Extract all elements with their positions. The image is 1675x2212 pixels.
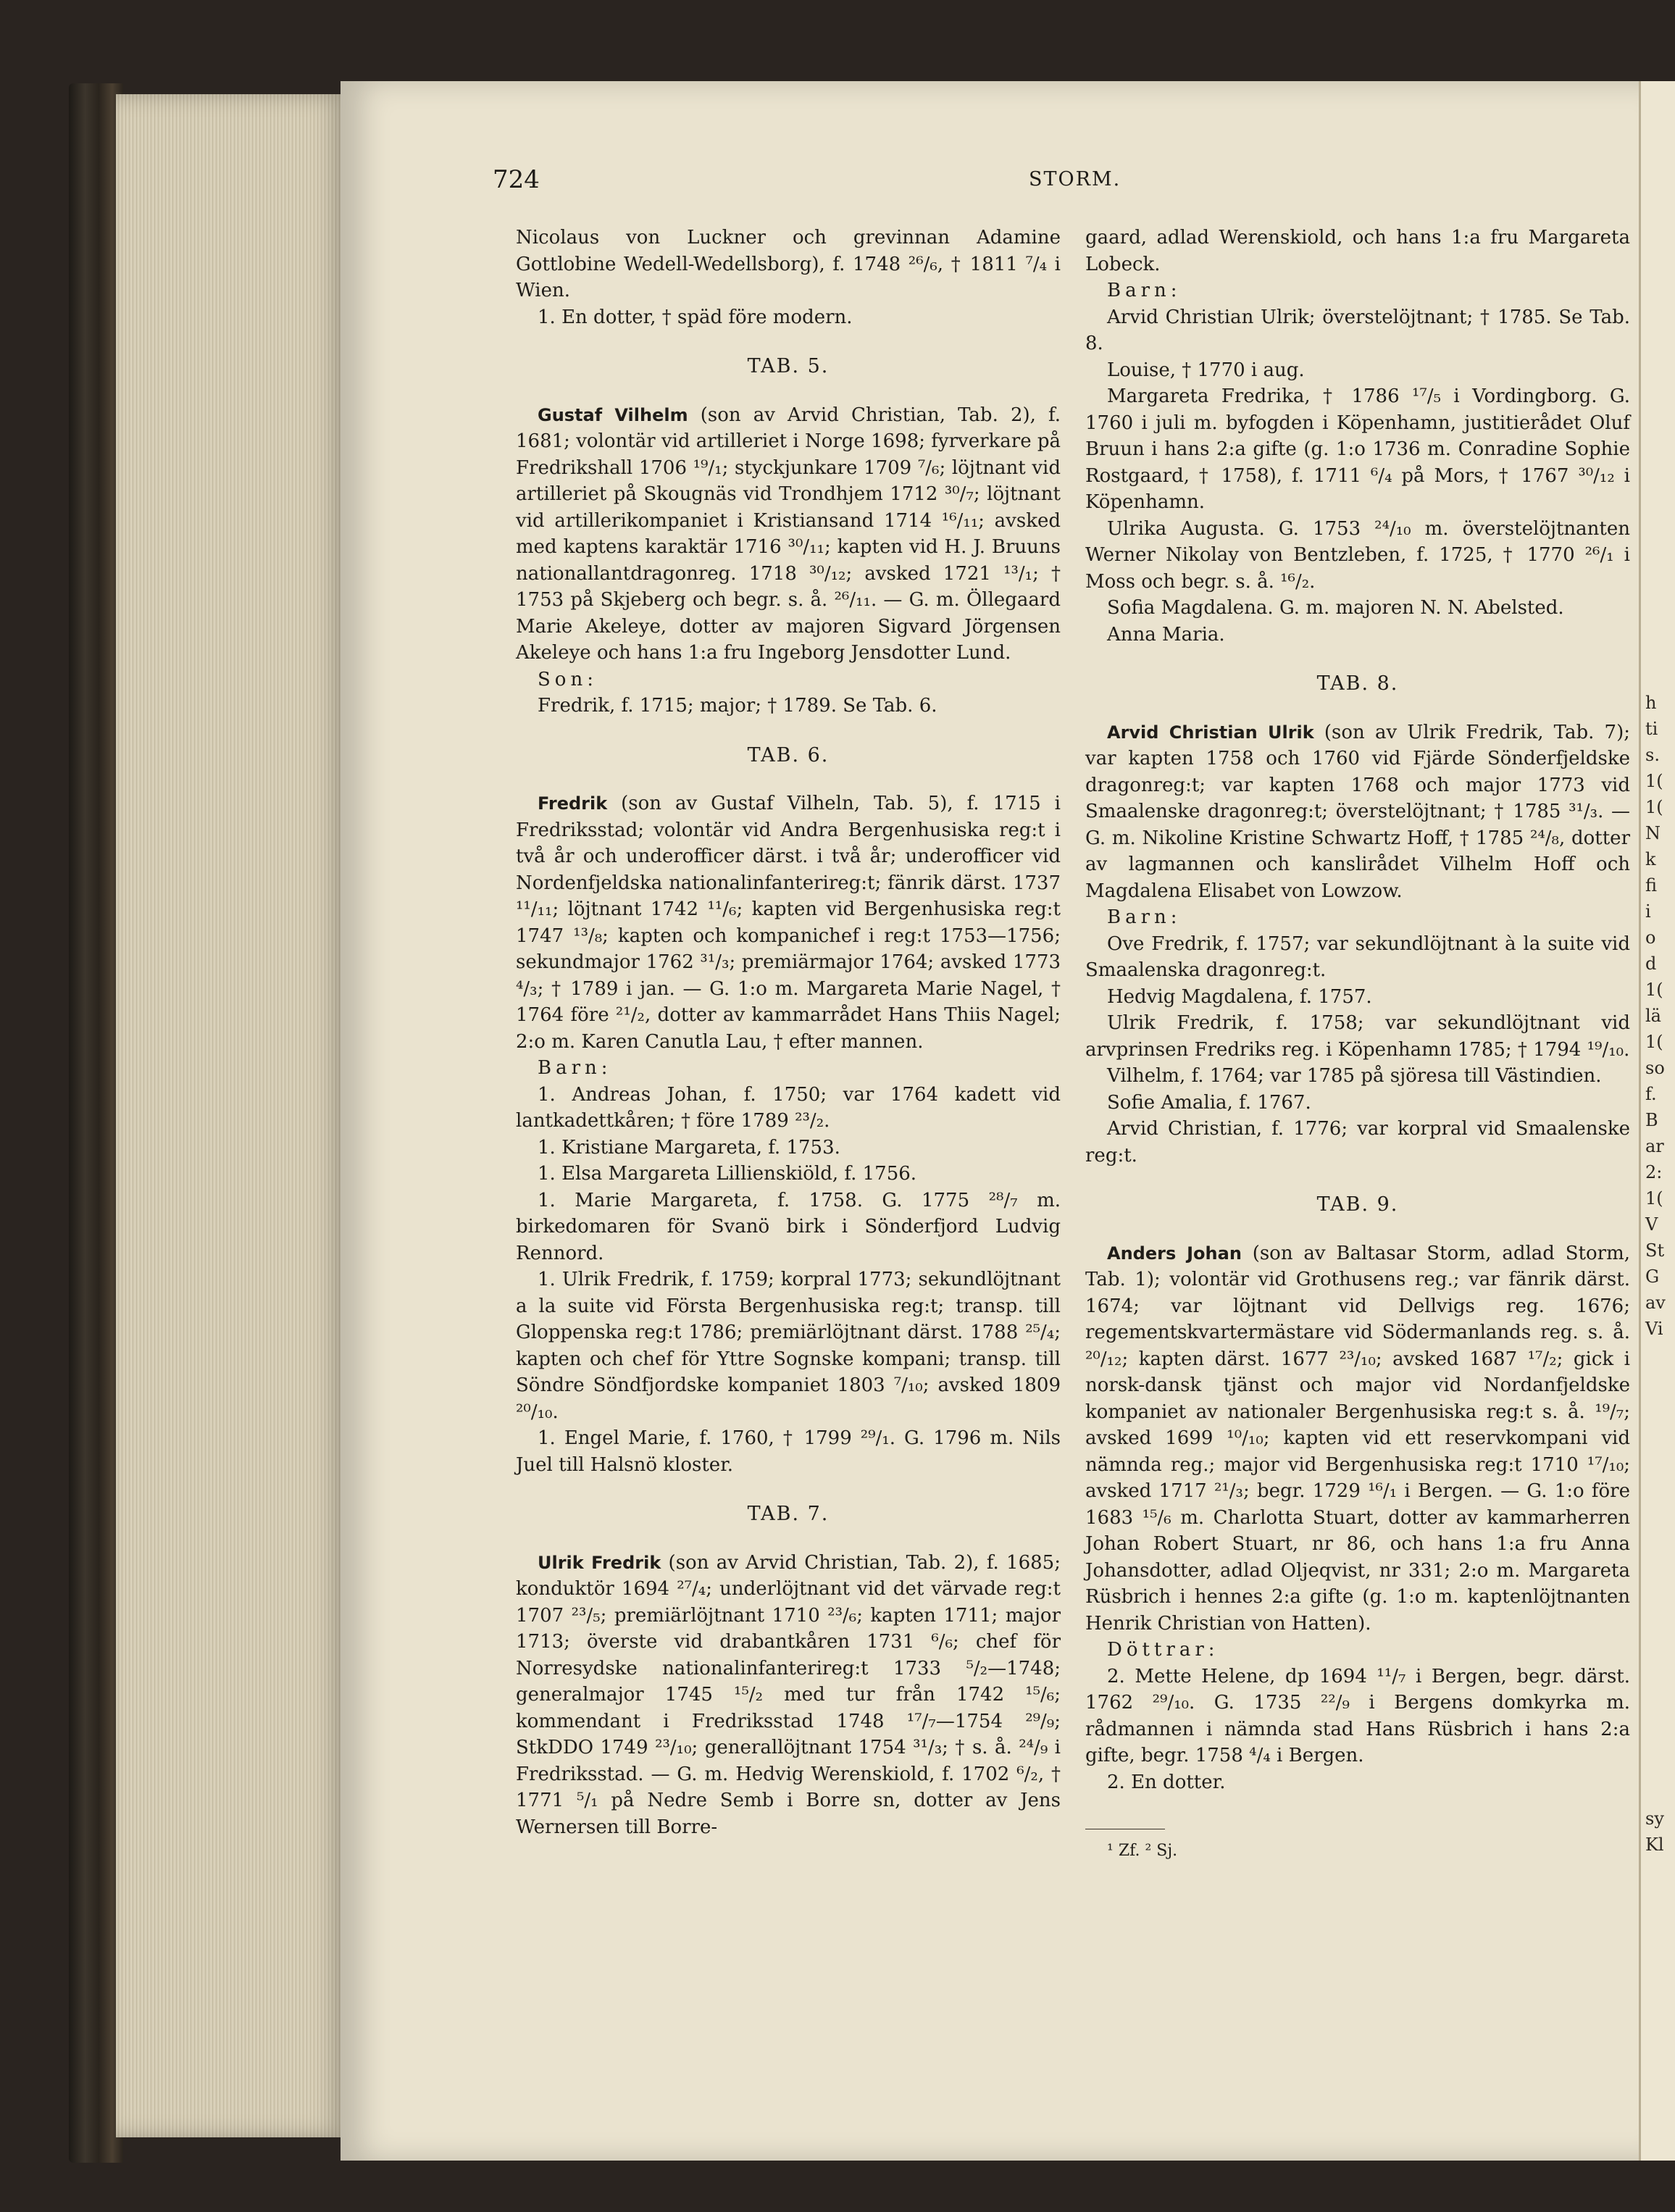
adjacent-page-fragment: h	[1645, 693, 1657, 713]
text-paragraph: Margareta Fredrika, † 1786 ¹⁷/₅ i Vordingborg. G. 1760 i juli m. byfogden i Köpenhamn, justitierådet Oluf Bruun i hans 2:a gifte (g. 1:o 1736 m. Conradine Sophie Rostgaard, † 1758), f. 1711 ⁶/₄ på Mors, † 1767 ³⁰/₁₂ i Köpenhamn.	[1085, 385, 1630, 513]
text-paragraph: 1. Kristiane Margareta, f. 1753.	[538, 1136, 840, 1159]
text-paragraph: 1. En dotter, † späd före modern.	[538, 306, 853, 328]
adjacent-page-fragment: 1(	[1645, 797, 1663, 817]
text-paragraph: Vilhelm, f. 1764; var 1785 på sjöresa till Västindien.	[1107, 1065, 1602, 1087]
children-heading: Barn:	[1107, 280, 1182, 301]
table-heading: TAB. 7.	[747, 1503, 830, 1525]
entry-paragraph	[516, 402, 1061, 667]
text-paragraph: 2. Mette Helene, dp 1694 ¹¹/₇ i Bergen, begr. därst. 1762 ²⁹/₁₀. G. 1735 ²²/₉ i Bergens domkyrka m. rådmannen i nämnda stad Hans Rüsbrich i hans 2:a gifte, begr. 1758 ⁴/₄ i Bergen.	[1085, 1665, 1630, 1766]
text-paragraph: Ulrik Fredrik, f. 1758; var sekundlöjtnant vid arvprinsen Fredriks reg. i Köpenhamn 1785; † 1794 ¹⁹/₁₀.	[1085, 1012, 1630, 1061]
person-name: Anders Johan	[1107, 1243, 1242, 1264]
text-paragraph: Arvid Christian Ulrik; överstelöjtnant; † 1785. Se Tab. 8.	[1085, 306, 1630, 354]
adjacent-page-fragment: 1(	[1645, 1032, 1663, 1052]
adjacent-page-fragment: av	[1645, 1293, 1666, 1313]
text-paragraph: Ulrika Augusta. G. 1753 ²⁴/₁₀ m. överstelöjtnanten Werner Nikolay von Bentzleben, f. 1725, † 1770 ²⁶/₁ i Moss och begr. s. å. ¹⁶/₂.	[1085, 517, 1630, 593]
adjacent-page-fragment: k	[1645, 849, 1656, 869]
adjacent-page-fragment: 1(	[1645, 1188, 1663, 1209]
adjacent-page-fragment: s.	[1645, 745, 1660, 765]
person-name: Fredrik	[538, 793, 608, 814]
text-paragraph: Sofia Magdalena. G. m. majoren N. N. Abelsted.	[1107, 597, 1564, 619]
person-name: Ulrik Fredrik	[538, 1552, 661, 1573]
adjacent-page-edge	[1639, 81, 1675, 2161]
adjacent-page-fragment: G	[1645, 1266, 1660, 1287]
entry-text: (son av Arvid Christian, Tab. 2), f. 1681; volontär vid artilleriet i Norge 1698; fyrverkare på Fredrikshall 1706 ¹⁹/₁; styckjunkare 1709 ⁷/₆; löjtnant vid artilleriet på Skougnäs vid Trondhjem 1712 ³⁰/₇; löjtnant vid artillerikompaniet i Kristiansand 1714 ¹⁶/₁₁; avsked med kaptens karaktär 1716 ³⁰/₁₁; kapten vid H. J. Bruuns nationallantdragonreg. 1718 ³⁰/₁₂; avsked 1721 ¹³/₁; † 1753 på Skjeberg och begr. s. å. ²⁶/₁₁. — G. m. Öllegaard Marie Akeleye, dotter av majoren Sigvard Jörgensen Akeleye och hans 1:a fru Ingeborg Jensdotter Lund.	[516, 404, 1061, 664]
adjacent-page-fragment: B	[1645, 1110, 1658, 1130]
adjacent-page-fragment: N	[1645, 823, 1661, 843]
text-paragraph: Anna Maria.	[1107, 623, 1225, 646]
text-paragraph: Arvid Christian, f. 1776; var korpral vid Smaalenske reg:t.	[1085, 1118, 1630, 1166]
children-heading: Barn:	[1107, 906, 1182, 928]
text-paragraph: Nicolaus von Luckner och grevinnan Adamine Gottlobine Wedell-Wedellsborg), f. 1748 ²⁶/₆, † 1811 ⁷/₄ i Wien.	[516, 227, 1061, 301]
person-name: Arvid Christian Ulrik	[1107, 722, 1314, 743]
children-heading: Döttrar:	[1107, 1639, 1219, 1661]
text-paragraph: Fredrik, f. 1715; major; † 1789. Se Tab. 6.	[538, 695, 937, 717]
entry-paragraph	[516, 790, 1061, 1055]
entry-text: (son av Gustaf Vilheln, Tab. 5), f. 1715 i Fredriksstad; volontär vid Andra Bergenhusiska reg:t i två år och underofficer därst. i två år; underofficer vid Nordenfjeldska nationalinfanterireg:t; fänrik därst. 1737 ¹¹/₁₁; löjtnant 1742 ¹¹/₆; kapten vid Bergenhusiska reg:t 1747 ¹³/₈; kapten och kompanichef i reg:t 1753—1756; sekundmajor 1762 ³¹/₃; premiärmajor 1764; avsked 1773 ⁴/₃; † 1789 i jan. — G. 1:o m. Margareta Marie Nagel, † 1764 före ²¹/₂, dotter av kammarrådet Hans Thiis Nagel; 2:o m. Karen Canutla Lau, † efter mannen.	[516, 793, 1061, 1053]
adjacent-page-fragment: o	[1645, 927, 1656, 948]
adjacent-page-fragment: 2:	[1645, 1162, 1663, 1182]
text-paragraph: 2. En dotter.	[1107, 1771, 1226, 1793]
text-paragraph: 1. Marie Margareta, f. 1758. G. 1775 ²⁸/₇ m. birkedomaren för Svanö birk i Sönderfjord Ludvig Rennord.	[516, 1189, 1061, 1264]
page-number: 724	[493, 165, 540, 194]
adjacent-page-fragment: Vi	[1645, 1319, 1663, 1339]
right-column	[1085, 225, 1630, 1865]
text-paragraph: Sofie Amalia, f. 1767.	[1107, 1091, 1311, 1114]
entry-paragraph	[1085, 719, 1630, 905]
adjacent-page-fragment: fi	[1645, 875, 1658, 896]
adjacent-page-fragment: lä	[1645, 1006, 1661, 1026]
running-head: STORM.	[1029, 168, 1121, 191]
entry-paragraph	[1085, 1240, 1630, 1637]
adjacent-page-fragment: f.	[1645, 1084, 1657, 1104]
table-heading: TAB. 5.	[747, 355, 830, 377]
adjacent-page-fragment: ar	[1645, 1136, 1664, 1156]
entry-paragraph	[516, 1550, 1061, 1841]
text-paragraph: Ove Fredrik, f. 1757; var sekundlöjtnant à la suite vid Smaalenska dragonreg:t.	[1085, 932, 1630, 981]
table-heading: TAB. 6.	[747, 743, 830, 767]
text-paragraph: gaard, adlad Werenskiold, och hans 1:a fru Margareta Lobeck.	[1085, 227, 1630, 275]
text-paragraph: 1. Elsa Margareta Lillienskiöld, f. 1756.	[538, 1163, 917, 1185]
adjacent-page-fragment: Kl	[1645, 1835, 1664, 1855]
adjacent-page-fragment: so	[1645, 1058, 1665, 1078]
entry-text: (son av Ulrik Fredrik, Tab. 7); var kapten 1758 och 1760 vid Fjärde Sönderfjeldske dragonreg:t; var kapten 1768 och major 1773 vid Smaalenske dragonreg:t; överstelöjtnant; † 1785 ³¹/₃. — G. m. Nikoline Kristine Schwartz Hoff, † 1785 ²⁴/₈, dotter av lagmannen och kanslirådet Vilhelm Hoff och Magdalena Elisabet von Lowzow.	[1085, 721, 1630, 902]
adjacent-page-fragment: 1(	[1645, 771, 1663, 791]
entry-text: (son av Baltasar Storm, adlad Storm, Tab. 1); volontär vid Grothusens reg.; var fänrik därst. 1674; var löjtnant vid Dellvigs reg. 1676; regementskvartermästare vid Södermanlands reg. s. å. ²⁰/₁₂; kapten därst. 1677 ²³/₁₀; avsked 1687 ¹⁷/₂; gick i norsk-dansk tjänst och major vid Nordanfjeldske kompaniet av nationaler Bergenhusiska reg:t s. å. ¹⁹/₇; avsked 1699 ¹⁰/₁₀; kapten vid ett reservkompani vid nämnda reg.; major vid Bergenhusiska reg:t 1710 ¹⁷/₁₀; avsked 1717 ²¹/₃; begr. 1729 ¹⁶/₁ i Bergen. — G. 1:o före 1683 ¹⁵/₆ m. Charlotta Stuart, dotter av kammarherren Johan Robert Stuart, nr 86, och hans 1:a fru Anna Johansdotter, adlad Oljeqvist, nr 331; 2:o m. Margareta Rüsbrich i hennes 2:a gifte (g. 1:o m. kaptenlöjtnanten Henrik Christian von Hatten).	[1085, 1242, 1630, 1635]
adjacent-page-fragment: ti	[1645, 719, 1658, 739]
children-heading: Barn:	[538, 1057, 612, 1079]
book-cover-edge	[69, 83, 123, 2163]
text-paragraph: 1. Engel Marie, f. 1760, † 1799 ²⁹/₁. G. 1796 m. Nils Juel till Halsnö kloster.	[516, 1427, 1061, 1476]
children-heading: Son:	[538, 668, 598, 690]
adjacent-page-fragment: d	[1645, 953, 1657, 974]
table-heading: TAB. 8.	[1316, 672, 1399, 695]
adjacent-page-fragment: V	[1645, 1214, 1658, 1235]
page-stack-edges	[116, 94, 348, 2137]
footnote: ¹ Zf. ² Sj.	[1107, 1842, 1178, 1860]
adjacent-page-fragment: i	[1645, 901, 1651, 922]
entry-text: (son av Arvid Christian, Tab. 2), f. 1685; konduktör 1694 ²⁷/₄; underlöjtnant vid det värvade reg:t 1707 ²³/₅; premiärlöjtnant 1710 ²³/₆; kapten 1711; major 1713; överste vid drabantkåren 1731 ⁶/₆; chef för Norresydske nationalinfanterireg:t 1733 ⁵/₂—1748; generalmajor 1745 ¹⁵/₂ med tur från 1742 ¹⁵/₆; kommendant i Fredriksstad 1748 ¹⁷/₇—1754 ²⁹/₉; StkDDO 1749 ²³/₁₀; generallöjtnant 1754 ³¹/₃; † s. å. ²⁴/₉ i Fredriksstad. — G. m. Hedvig Werenskiold, f. 1702 ⁶/₂, † 1771 ⁵/₁ på Nedre Semb i Borre sn, dotter av Jens Wernersen till Borre-	[516, 1551, 1061, 1838]
text-paragraph: Louise, † 1770 i aug.	[1107, 359, 1305, 381]
left-column	[516, 225, 1061, 1840]
adjacent-page-fragment: 1(	[1645, 980, 1663, 1000]
text-paragraph: Hedvig Magdalena, f. 1757.	[1107, 985, 1372, 1008]
table-heading: TAB. 9.	[1316, 1193, 1399, 1216]
person-name: Gustaf Vilhelm	[538, 404, 688, 425]
text-paragraph: 1. Andreas Johan, f. 1750; var 1764 kadett vid lantkadettkåren; † före 1789 ²³/₂.	[516, 1083, 1061, 1132]
text-paragraph: 1. Ulrik Fredrik, f. 1759; korpral 1773; sekundlöjtnant a la suite vid Första Bergenhusiska reg:t; transp. till Gloppenska reg:t 1786; premiärlöjtnant därst. 1788 ²⁵/₄; kapten och chef för Yttre Sognske kompani; transp. till Söndre Söndfjordske kompaniet 1803 ⁷/₁₀; avsked 1809 ²⁰/₁₀.	[516, 1269, 1061, 1423]
adjacent-page-fragment: St	[1645, 1240, 1665, 1261]
adjacent-page-fragment: sy	[1645, 1808, 1664, 1829]
page-header	[493, 165, 1608, 194]
